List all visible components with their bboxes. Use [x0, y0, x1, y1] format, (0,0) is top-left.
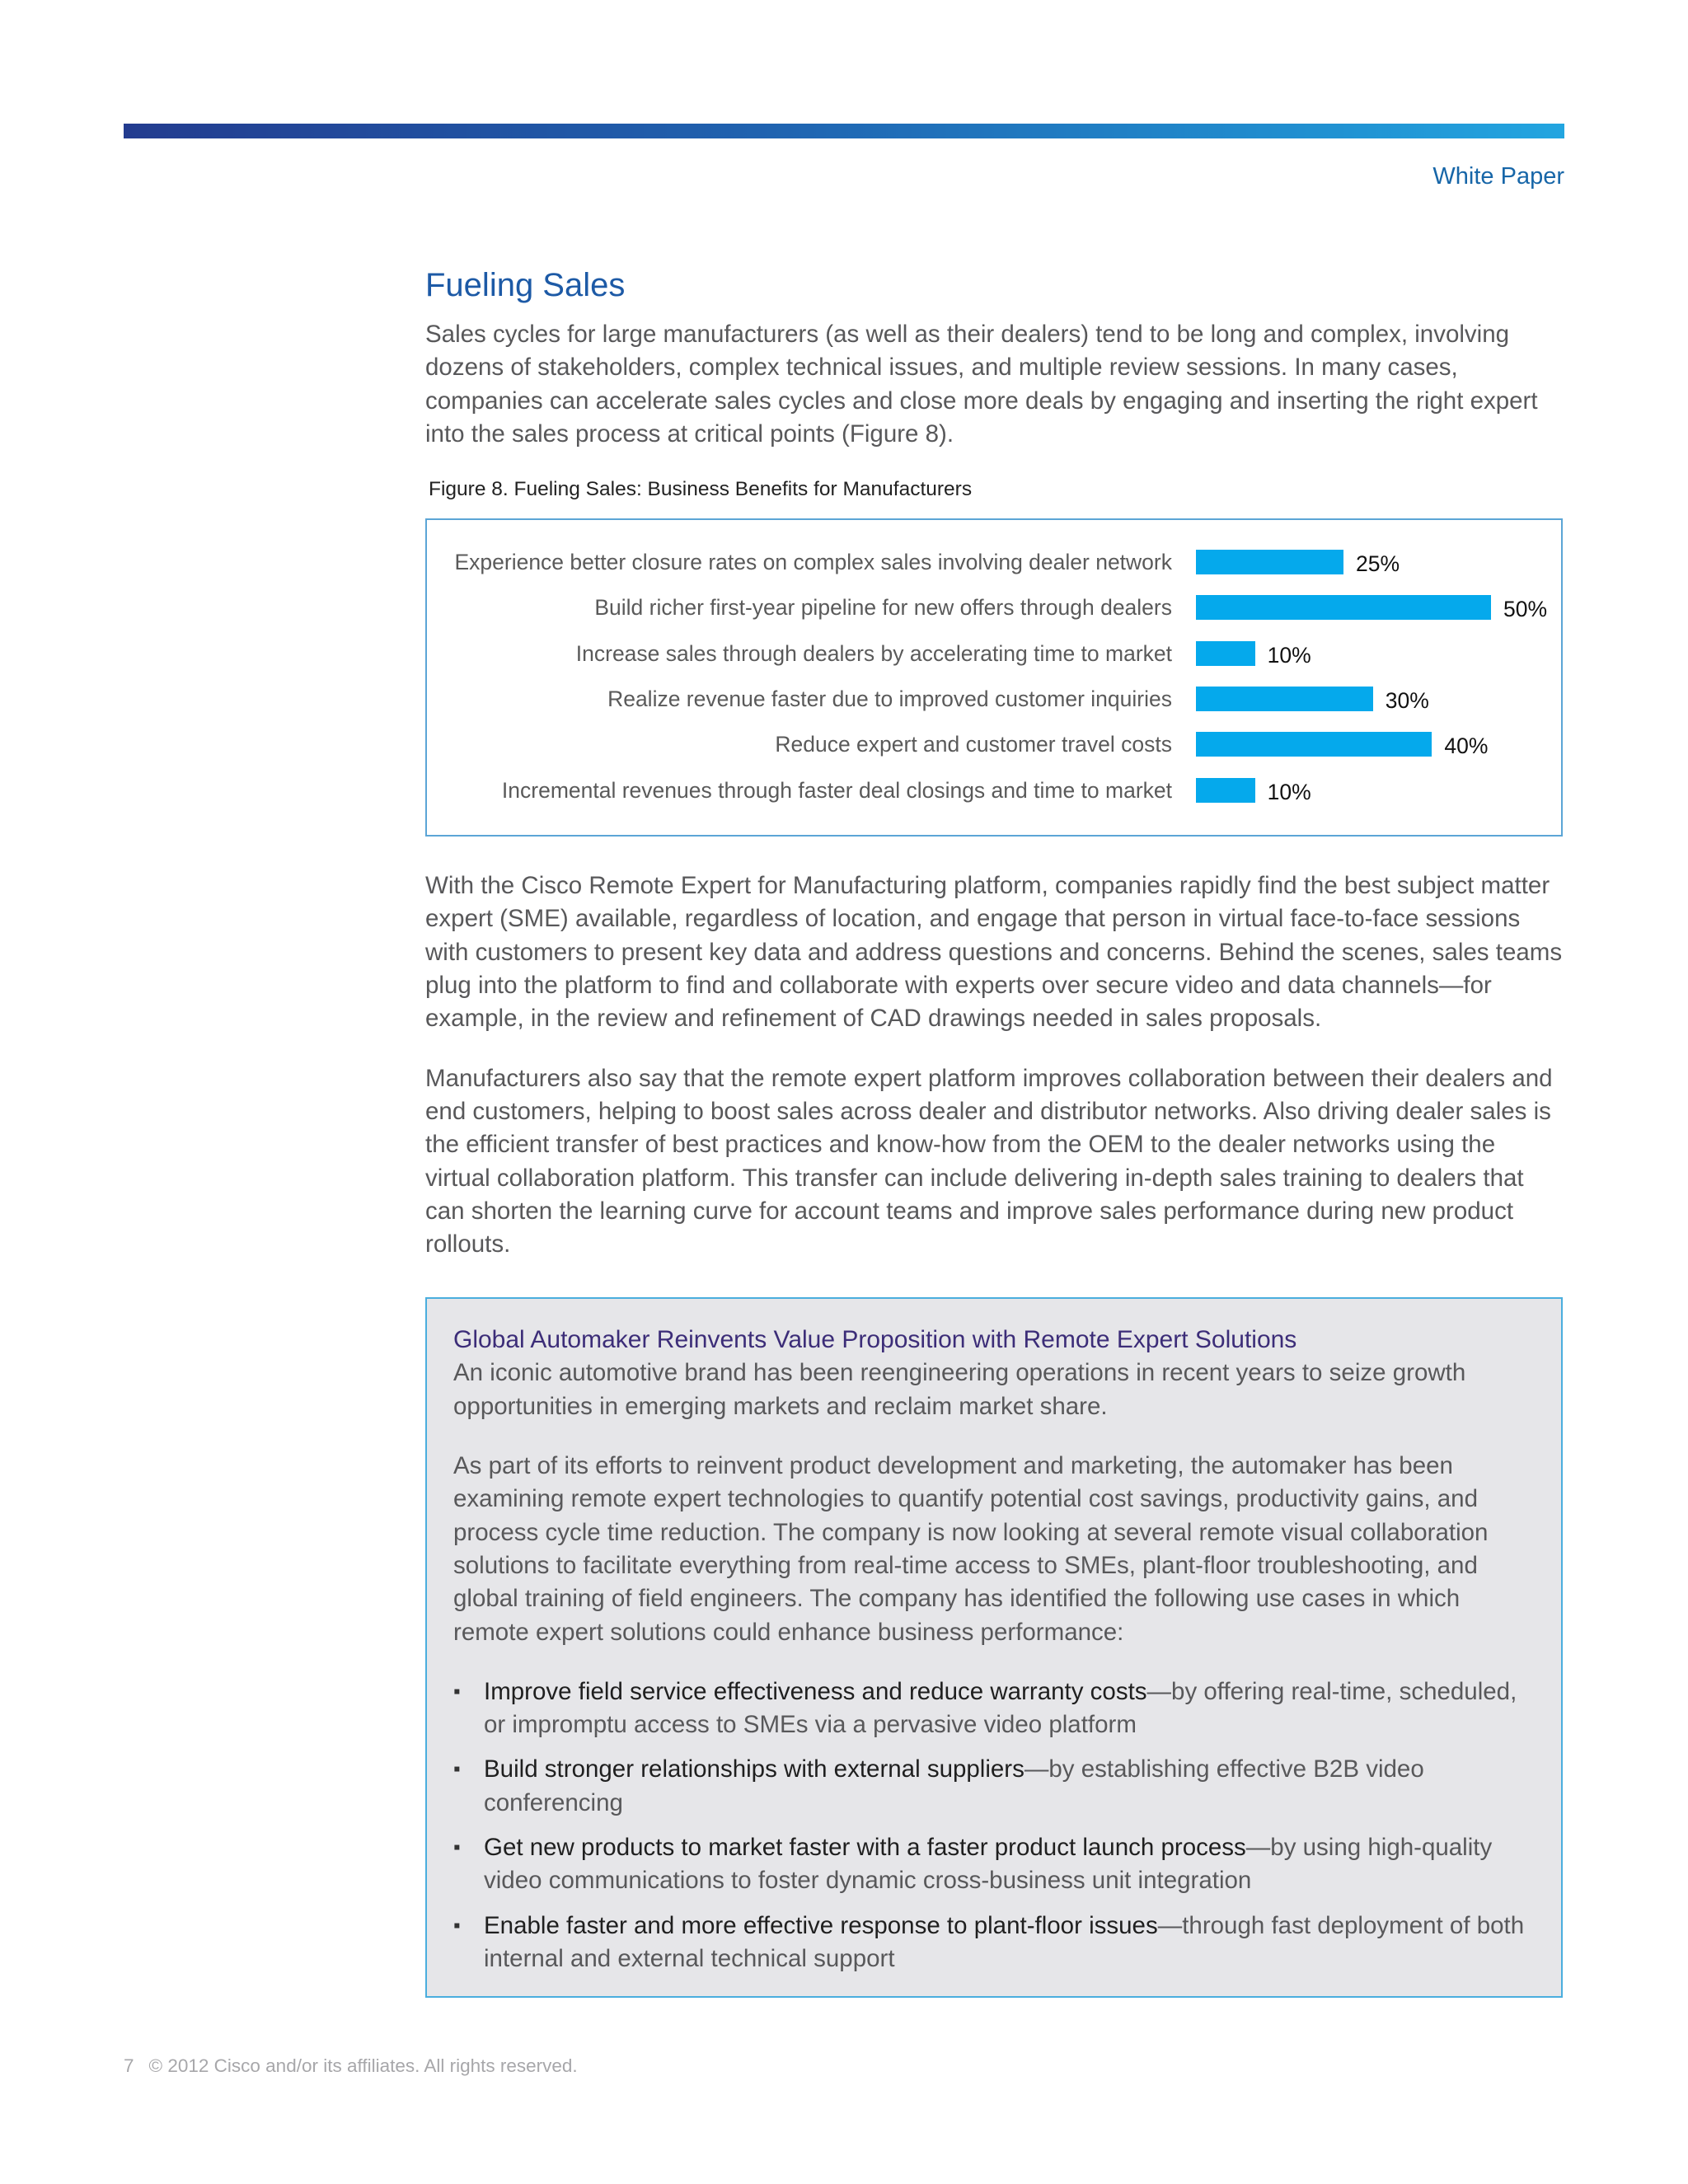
document-type-label: White Paper: [1432, 163, 1564, 190]
bar-category-label: Incremental revenues through faster deal closings and time to market: [501, 777, 1172, 803]
bar: [1196, 595, 1491, 620]
bar-value-label: 10%: [1267, 779, 1311, 804]
bar-chart: [425, 518, 1563, 837]
bar-category-label: Increase sales through dealers by accelerating time to market: [575, 640, 1172, 666]
bar-category-label: Realize revenue faster due to improved customer inquiries: [607, 687, 1172, 712]
intro-paragraph: Sales cycles for large manufacturers (as well as their dealers) tend to be long and complex, involving dozens of stakeholders, complex technical issues, and multiple review sessions. In many cases, companies can accelerate sales cycles and close more deals by engaging and inserting the right expert into the sales process at critical points (Figure 8).: [425, 321, 1538, 448]
bar-track: [1196, 641, 1526, 666]
use-case-item: [453, 1831, 1535, 1898]
case-study-paragraph-2: As part of its efforts to reinvent product development and marketing, the automaker has been examining remote expert technologies to quantify potential cost savings, productivity gains, and process cycle time reduction. The company is now looking at several remote visual collaboration solutions to facilitate everything from real-time access to SMEs, plant-floor troubleshooting, and global training of field engineers. The company has identified the following use cases in which remote expert solutions could enhance business performance:: [453, 1452, 1489, 1646]
bar-track: [1196, 732, 1526, 757]
use-case-lead: Build stronger relationships with external suppliers: [484, 1755, 1025, 1783]
bar: [1196, 641, 1255, 666]
case-study-box: [425, 1297, 1563, 1998]
bar: [1196, 687, 1373, 711]
bar-row: [427, 593, 1561, 621]
bar-value-label: 30%: [1385, 688, 1429, 714]
bar-row: [427, 730, 1561, 758]
bar-category-label: Reduce expert and customer travel costs: [775, 732, 1172, 757]
case-study-paragraph-1: An iconic automotive brand has been reengineering operations in recent years to seize growth opportunities in emerging markets and reclaim market share.: [453, 1359, 1466, 1420]
header-accent-bar: [124, 124, 1564, 138]
bar-value-label: 25%: [1356, 551, 1400, 577]
bar-value-label: 40%: [1444, 733, 1489, 759]
use-case-list: [453, 1675, 1535, 1975]
bar-track: [1196, 550, 1526, 577]
section-title: Fueling Sales: [425, 267, 626, 303]
page-number: 7: [124, 2055, 134, 2076]
case-study-title: Global Automaker Reinvents Value Proposition with Remote Expert Solutions: [453, 1326, 1297, 1354]
bar: [1196, 778, 1255, 803]
use-case-detail: —by using high-quality video communications to foster dynamic cross-business unit integration: [484, 1834, 1493, 1895]
use-case-item: [453, 1910, 1535, 1976]
footer: [124, 2055, 578, 2077]
bullet-icon: ▪: [453, 1914, 461, 1937]
bar-row: [427, 548, 1561, 576]
bar-value-label: 50%: [1503, 597, 1548, 622]
bar-row: [427, 776, 1561, 804]
bullet-icon: ▪: [453, 1680, 461, 1703]
use-case-detail: —by establishing effective B2B video conferencing: [484, 1755, 1424, 1816]
copyright-notice: © 2012 Cisco and/or its affiliates. All rights reserved.: [148, 2055, 578, 2076]
bar: [1196, 732, 1432, 757]
bar-track: [1196, 595, 1548, 622]
use-case-detail: —through fast deployment of both internal and external technical support: [484, 1911, 1525, 1972]
use-case-item: [453, 1675, 1535, 1742]
bullet-icon: ▪: [453, 1758, 461, 1781]
bar: [1196, 550, 1343, 574]
bar-category-label: Build richer first-year pipeline for new offers through dealers: [594, 595, 1172, 621]
figure-caption: Figure 8. Fueling Sales: Business Benefits for Manufacturers: [429, 478, 973, 501]
bar-row: [427, 685, 1561, 713]
bar-track: [1196, 778, 1526, 803]
bar-value-label: 10%: [1267, 642, 1311, 668]
bar-row: [427, 640, 1561, 668]
use-case-lead: Get new products to market faster with a faster product launch process: [484, 1834, 1246, 1862]
body-paragraph-2: With the Cisco Remote Expert for Manufacturing platform, companies rapidly find the best subject matter expert (SME) available, regardless of location, and engage that person in virtual face-to-face sessions with customers to present key data and address questions and concerns. Behind the scenes, sales teams plug into the platform to find and collaborate with experts over secure video and data channels—for example, in the review and refinement of CAD drawings needed in sales proposals.: [425, 872, 1563, 1033]
use-case-detail: —by offering real-time, scheduled, or impromptu access to SMEs via a pervasive video platform: [484, 1677, 1517, 1739]
bar-category-label: Experience better closure rates on complex sales involving dealer network: [454, 550, 1172, 575]
bullet-icon: ▪: [453, 1836, 461, 1859]
body-paragraph-3: Manufacturers also say that the remote expert platform improves collaboration between their dealers and end customers, helping to boost sales across dealer and distributor networks. Also driving dealer sales is the efficient transfer of best practices and know-how from the OEM to the dealer networks using the virtual collaboration platform. This transfer can include delivering in-depth sales training to dealers that can shorten the learning curve for account teams and improve sales performance during new product rollouts.: [425, 1064, 1553, 1258]
bar-track: [1196, 687, 1526, 714]
use-case-lead: Improve field service effectiveness and reduce warranty costs: [484, 1677, 1147, 1705]
main-content: [425, 262, 1564, 1998]
use-case-lead: Enable faster and more effective response to plant-floor issues: [484, 1911, 1158, 1939]
use-case-item: [453, 1753, 1535, 1820]
